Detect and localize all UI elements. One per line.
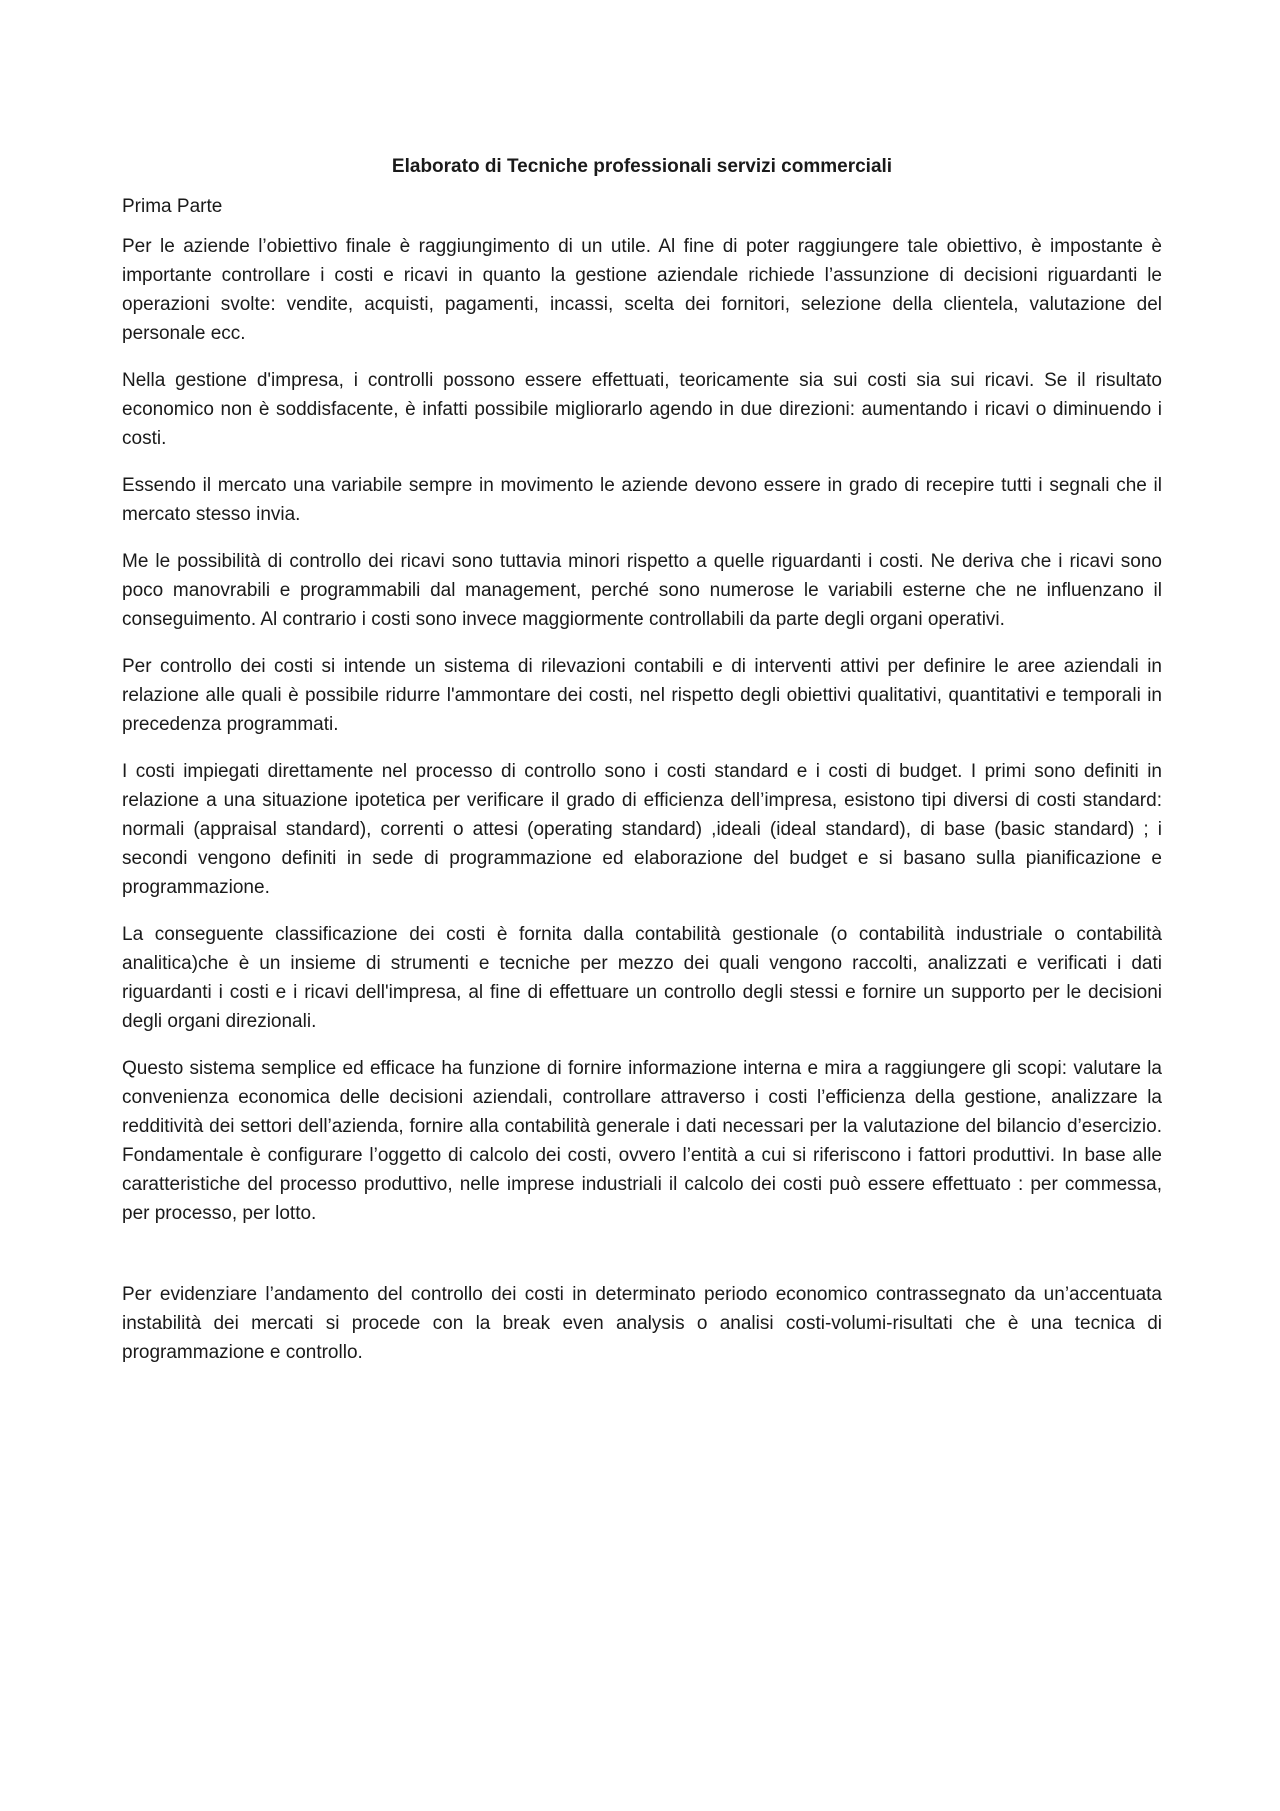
paragraph-7: La conseguente classificazione dei costi è fornita dalla contabilità gestionale (o contabilità industriale o contabilità analitica)che è un insieme di strumenti e tecniche per mezzo dei quali vengono raccolti, analizzati e verificati i dati riguardanti i costi e i ricavi dell'impresa, al fine di effettuare un controllo degli stessi e fornire un supporto per le decisioni degli organi direzionali. [122, 924, 1162, 1032]
paragraph-8: Questo sistema semplice ed efficace ha funzione di fornire informazione interna e mira a raggiungere gli scopi: valutare la convenienza economica delle decisioni aziendali, controllare attraverso i costi l’efficienza della gestione, analizzare la redditività dei settori dell’azienda, fornire alla contabilità generale i dati necessari per la valutazione del bilancio d’esercizio. Fondamentale è configurare l’oggetto di calcolo dei costi, ovvero l’entità a cui si riferiscono i fattori produttivi. In base alle caratteristiche del processo produttivo, nelle imprese industriali il calcolo dei costi può essere effettuato : per commessa, per processo, per lotto. [122, 1058, 1162, 1224]
document-title: Elaborato di Tecniche professionali servizi commerciali [391, 156, 893, 177]
paragraph-4: Me le possibilità di controllo dei ricavi sono tuttavia minori rispetto a quelle riguardanti i costi. Ne deriva che i ricavi sono poco manovrabili e programmabili dal management, perché sono numerose le variabili esterne che ne influenzano il conseguimento. Al contrario i costi sono invece maggiormente controllabili da parte degli organi operativi. [122, 551, 1162, 630]
paragraph-3: Essendo il mercato una variabile sempre in movimento le aziende devono essere in grado di recepire tutti i segnali che il mercato stesso invia. [122, 475, 1162, 525]
paragraph-1: Per le aziende l’obiettivo finale è raggiungimento di un utile. Al fine di poter raggiungere tale obiettivo, è impostante è importante controllare i costi e ricavi in quanto la gestione aziendale richiede l’assunzione di decisioni riguardanti le operazioni svolte: vendite, acquisti, pagamenti, incassi, scelta dei fornitori, selezione della clientela, valutazione del personale ecc. [122, 236, 1162, 344]
paragraph-9: Per evidenziare l’andamento del controllo dei costi in determinato periodo economico contrassegnato da un’accentuata instabilità dei mercati si procede con la break even analysis o analisi costi-volumi-risultati che è una tecnica di programmazione e controllo. [122, 1284, 1162, 1363]
section-label: Prima Parte [122, 196, 223, 217]
paragraph-6: I costi impiegati direttamente nel processo di controllo sono i costi standard e i costi di budget. I primi sono definiti in relazione a una situazione ipotetica per verificare il grado di efficienza dell’impresa, esistono tipi diversi di costi standard: normali (appraisal standard), correnti o attesi (operating standard) ,ideali (ideal standard), di base (basic standard) ; i secondi vengono definiti in sede di programmazione ed elaborazione del budget e si basano sulla pianificazione e programmazione. [122, 761, 1162, 898]
paragraph-5: Per controllo dei costi si intende un sistema di rilevazioni contabili e di interventi attivi per definire le aree aziendali in relazione alle quali è possibile ridurre l'ammontare dei costi, nel rispetto degli obiettivi qualitativi, quantitativi e temporali in precedenza programmati. [122, 656, 1162, 735]
document-body [122, 152, 1162, 1385]
paragraph-2: Nella gestione d'impresa, i controlli possono essere effettuati, teoricamente sia sui costi sia sui ricavi. Se il risultato economico non è soddisfacente, è infatti possibile migliorarlo agendo in due direzioni: aumentando i ricavi o diminuendo i costi. [122, 370, 1162, 449]
